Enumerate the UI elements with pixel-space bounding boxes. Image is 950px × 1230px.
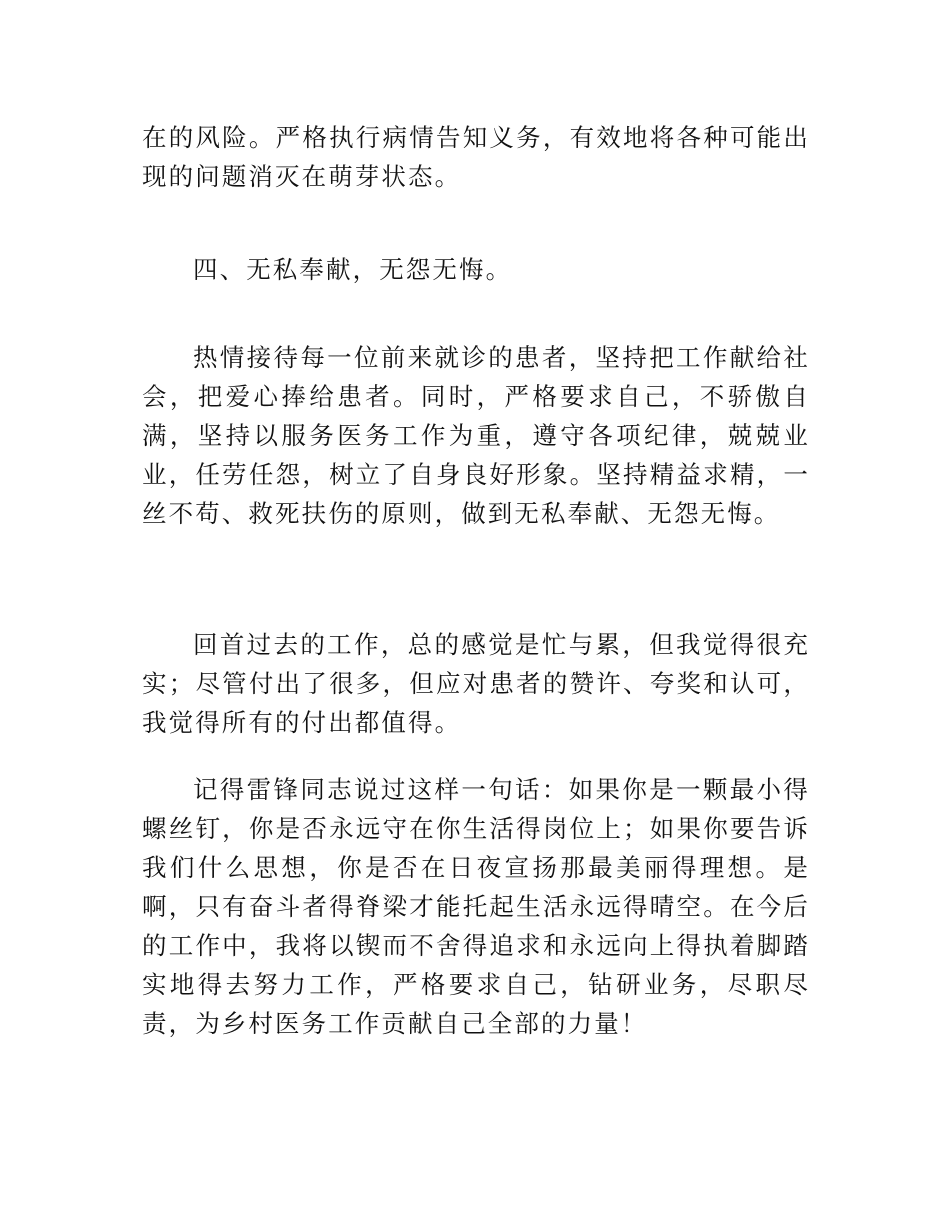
paragraph-reflection: 回首过去的工作，总的感觉是忙与累，但我觉得很充实；尽管付出了很多，但应对患者的赞许、夸奖和认可，我觉得所有的付出都值得。 [142,630,810,737]
section-heading: 四、无私奉献，无怨无悔。 [193,255,513,284]
paragraph-continuation: 在的风险。严格执行病情告知义务，有效地将各种可能出现的问题消灭在萌芽状态。 [142,123,810,191]
paragraph-dedication: 热情接待每一位前来就诊的患者，坚持把工作献给社会，把爱心捧给患者。同时，严格要求自己，不骄傲自满，坚持以服务医务工作为重，遵守各项纪律，兢兢业业，任劳任怨，树立了自身良好形象。坚持精益求精，一丝不苟、救死扶伤的原则，做到无私奉献、无怨无悔。 [142,343,810,528]
paragraph-conclusion: 记得雷锋同志说过这样一句话：如果你是一颗最小得螺丝钉，你是否永远守在你生活得岗位上；如果你要告诉我们什么思想，你是否在日夜宣扬那最美丽得理想。是啊，只有奋斗者得脊梁才能托起生活永远得晴空。在今后的工作中，我将以锲而不舍得追求和永远向上得执着脚踏实地得去努力工作，严格要求自己，钻研业务，尽职尽责，为乡村医务工作贡献自己全部的力量！ [142,775,810,1038]
